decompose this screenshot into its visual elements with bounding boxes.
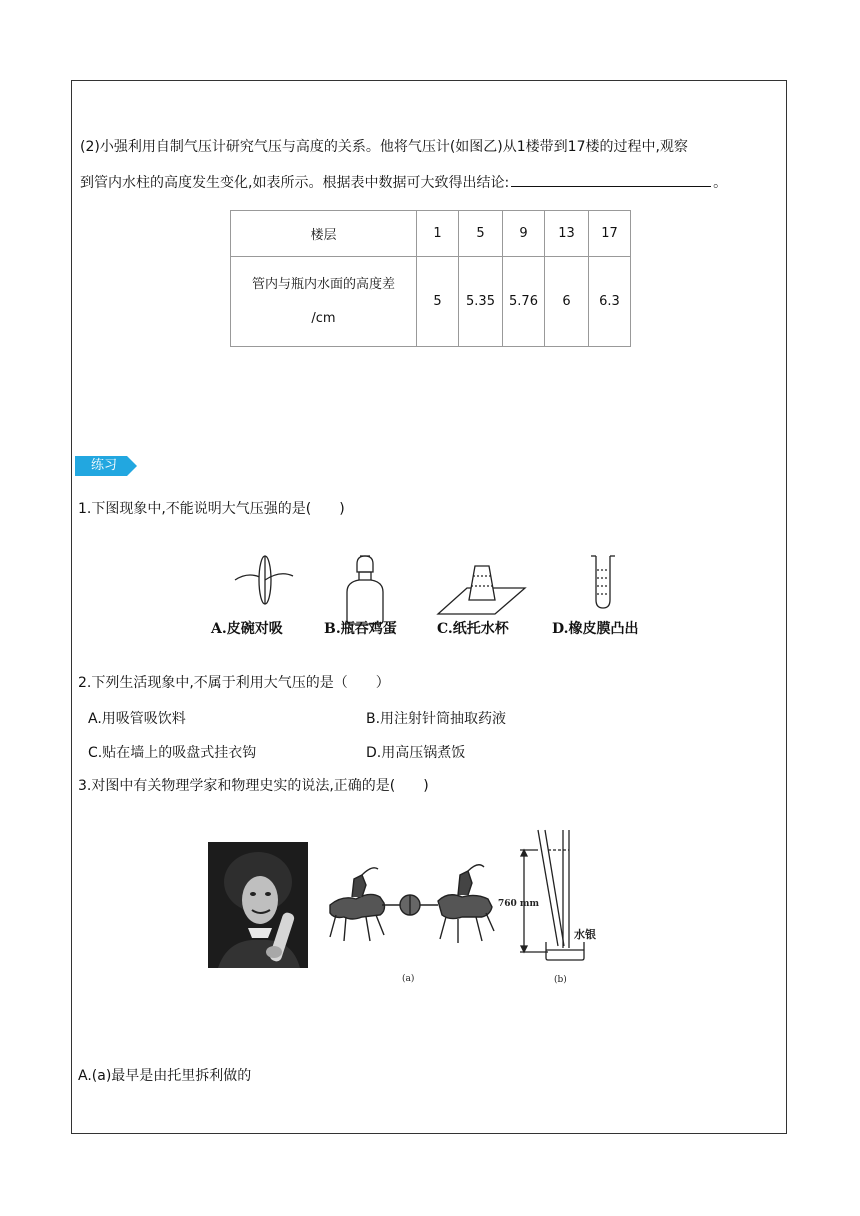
q1-option: B.瓶吞鸡蛋 [324, 621, 397, 637]
bottle-egg-icon [347, 556, 383, 624]
suction-cups-icon [235, 556, 293, 604]
table-cell: 17 [589, 211, 631, 257]
torricelli-figure [498, 826, 618, 986]
floor-height-table [230, 210, 631, 347]
table-row [231, 211, 631, 257]
section-tag [75, 456, 137, 476]
table-header-floor: 楼层 [231, 211, 417, 257]
q2-stem: 2.下列生活现象中,不属于利用大气压的是（ ） [78, 675, 390, 691]
q1-option: C.纸托水杯 [437, 621, 509, 637]
mm-label: 760 mm [498, 899, 539, 909]
part2-line2-text: 到管内水柱的高度发生变化,如表所示。根据表中数据可大致得出结论: [80, 175, 510, 191]
table-cell: 13 [545, 211, 589, 257]
table-row [231, 257, 631, 347]
test-tube-icon [591, 556, 615, 608]
q1-option: D.橡皮膜凸出 [552, 621, 639, 637]
answer-blank[interactable] [511, 172, 711, 187]
part2-line2-end: 。 [713, 175, 728, 191]
q3-stem: 3.对图中有关物理学家和物理史实的说法,正确的是( ) [78, 778, 429, 794]
table-cell: 1 [417, 211, 459, 257]
q1-option: A.皮碗对吸 [211, 621, 283, 637]
table-cell: 6.3 [589, 257, 631, 347]
part2-line2 [80, 172, 727, 193]
table-cell: 9 [503, 211, 545, 257]
q2-option-d: D.用高压锅煮饭 [366, 745, 466, 761]
q3-option-a: A.(a)最早是由托里拆利做的 [78, 1068, 252, 1084]
figure-a-label: (a) [402, 974, 415, 984]
part2-line1: (2)小强利用自制气压计研究气压与高度的关系。他将气压计(如图乙)从1楼带到17楼的过程中,观察 [80, 139, 688, 155]
q1-stem: 1.下图现象中,不能说明大气压强的是( ) [78, 501, 345, 517]
section-tag-label: 练习 [91, 458, 118, 473]
table-cell: 6 [545, 257, 589, 347]
table-cell: 5.35 [459, 257, 503, 347]
q2-option-b: B.用注射针筒抽取药液 [366, 711, 507, 727]
scientist-portrait [208, 842, 308, 968]
q2-option-c: C.贴在墙上的吸盘式挂衣钩 [88, 745, 257, 761]
table-cell: 5 [417, 257, 459, 347]
table-header-height-line2: /cm [311, 310, 336, 326]
table-cell: 5 [459, 211, 503, 257]
table-header-height-line1: 管内与瓶内水面的高度差 [251, 276, 395, 292]
table-header-height [231, 257, 417, 347]
paper-cup-icon [438, 566, 525, 614]
mercury-label: 水银 [574, 928, 596, 941]
figure-b-label: (b) [554, 975, 567, 985]
q2-option-a: A.用吸管吸饮料 [88, 711, 186, 727]
table-cell: 5.76 [503, 257, 545, 347]
magdeburg-hemispheres-figure [322, 855, 500, 985]
